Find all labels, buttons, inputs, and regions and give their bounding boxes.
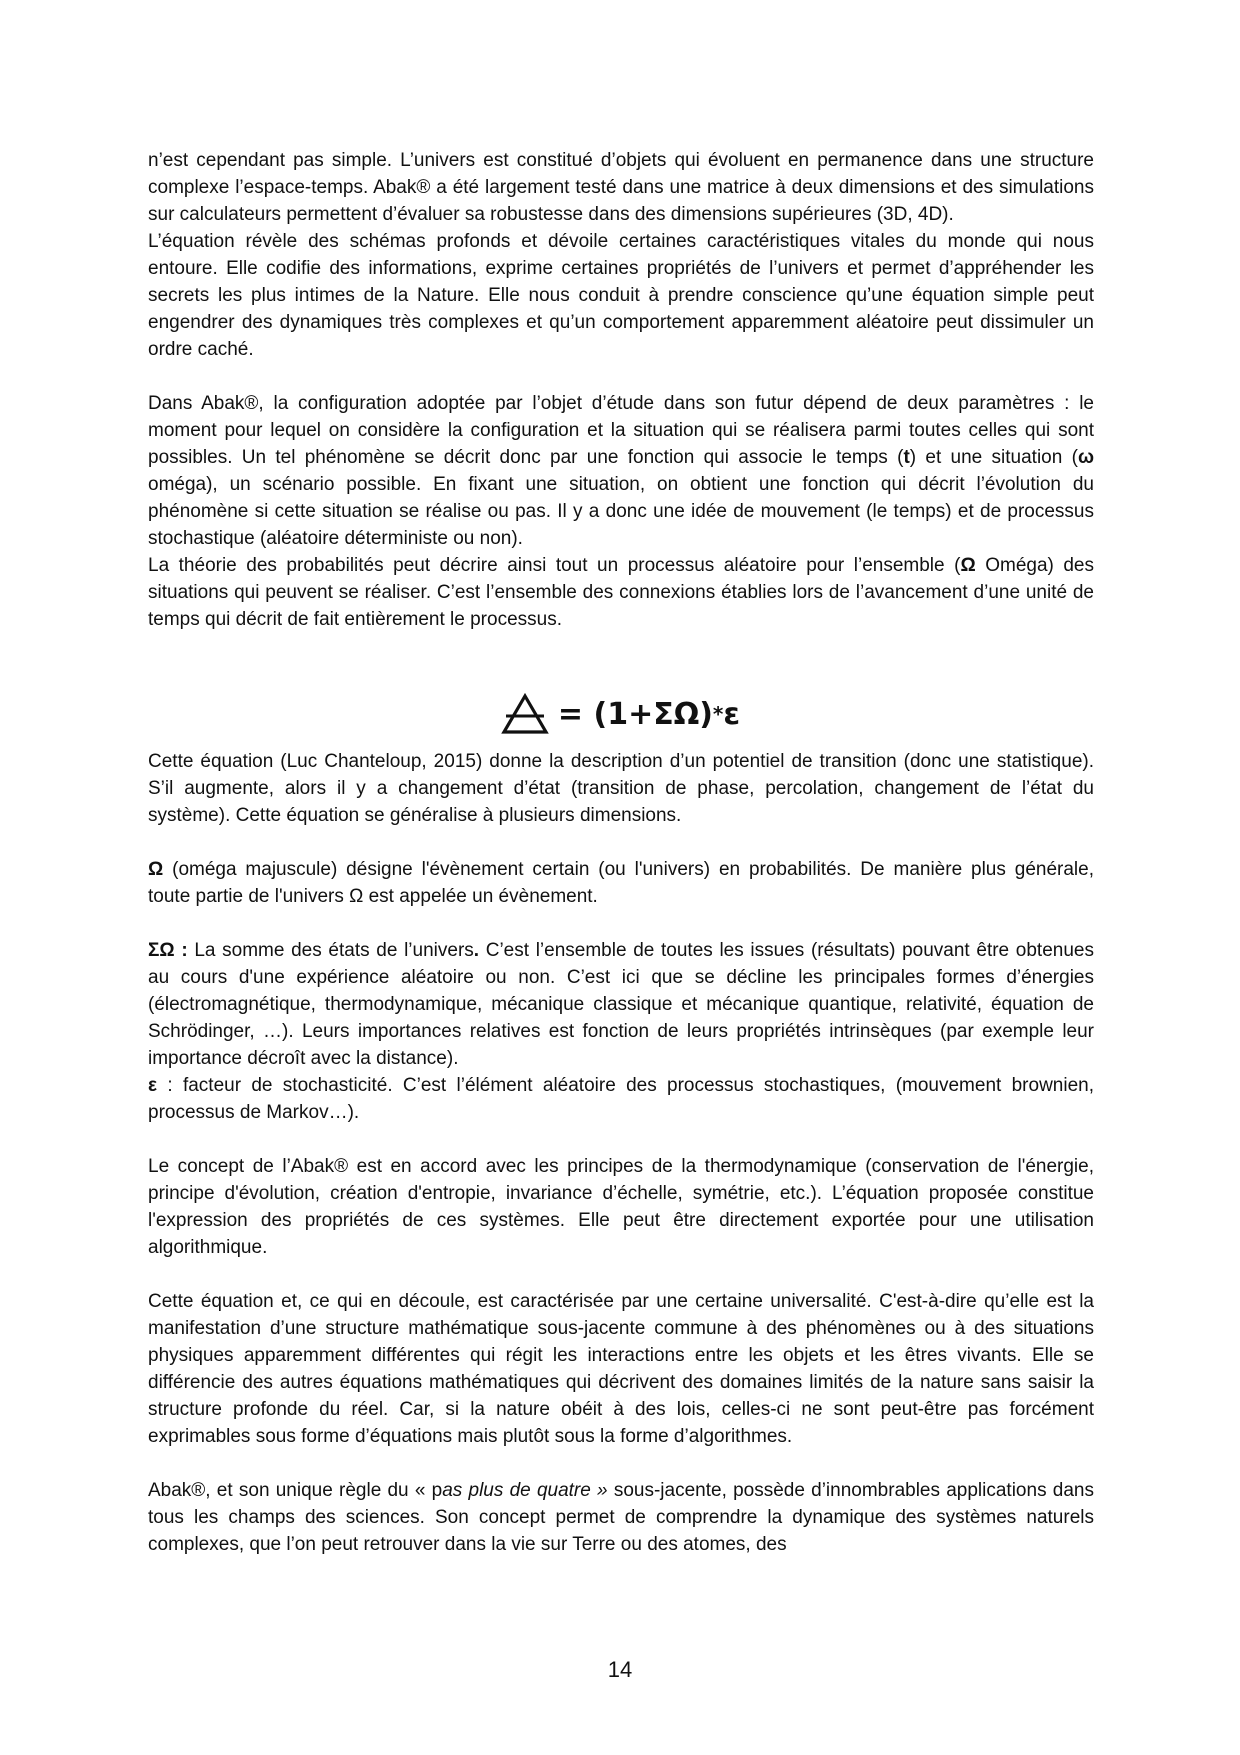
- paragraph-1: n’est cependant pas simple. L’univers est constitué d’objets qui évoluent en permanence dans une structure complexe l’espace-temps. Abak® a été largement testé dans une matrice à deux dimensions et des simulations sur calculateurs permettent d’évaluer sa robustesse dans des dimensions supérieures (3D, 4D).: [148, 150, 1094, 225]
- paragraph-7: ΣΩ : La somme des états de l’univers. C’est l’ensemble de toutes les issues (résultats) pouvant être obtenues au cours d'une expérience aléatoire ou non. C’est ici que se décline les principales formes d’énergies (électromagnétique, thermodynamique, mécanique classique et mécanique quantique, relativité, équation de Schrödinger, …). Leurs importances relatives est fonction de leurs propriétés intrinsèques (par exemple leur importance décroît avec la distance).: [148, 940, 1094, 1069]
- paragraph-4: La théorie des probabilités peut décrire ainsi tout un processus aléatoire pour l’ensemble (Ω Oméga) des situations qui peuvent se réaliser. C’est l’ensemble des connexions établies lors de l’avancement d’une unité de temps qui décrit de fait entièrement le processus.: [148, 555, 1095, 630]
- text-block-bottom: [148, 748, 1094, 1558]
- abak-equation: [0, 684, 1240, 744]
- epsilon-term: ε: [148, 1075, 158, 1096]
- paragraph-8: ε : facteur de stochasticité. C’est l’élément aléatoire des processus stochastiques, (mouvement brownien, processus de Markov…).: [148, 1075, 1094, 1123]
- paragraph-11: Abak®, et son unique règle du « pas plus de quatre » sous-jacente, possède d’innombrables applications dans tous les champs des sciences. Son concept permet de comprendre la dynamique des systèmes naturels complexes, que l’on peut retrouver dans la vie sur Terre ou des atomes, des: [148, 1480, 1094, 1555]
- triangle-with-bar-icon: [500, 692, 550, 736]
- equation-text: = (1+ΣΩ): [557, 696, 713, 732]
- multiply-symbol: *: [712, 702, 724, 726]
- omega-upper-symbol: Ω: [960, 555, 976, 576]
- paragraph-10: Cette équation et, ce qui en découle, est caractérisée par une certaine universalité. C'est-à-dire qu’elle est la manifestation d’une structure mathématique sous-jacente commune à des phénomènes ou à des situations physiques apparemment différentes qui régit les interactions entre les objets et les êtres vivants. Elle se différencie des autres équations mathématiques qui décrivent des domaines limités de la nature sans saisir la structure profonde du réel. Car, si la nature obéit à des lois, celles-ci ne sont peut-être pas forcément exprimables sous forme d’équations mais plutôt sous la forme d’algorithmes.: [148, 1291, 1094, 1447]
- paragraph-6: Ω (oméga majuscule) désigne l'évènement certain (ou l'univers) en probabilités. De manière plus générale, toute partie de l'univers Ω est appelée un évènement.: [148, 859, 1094, 907]
- text-block-top: [148, 147, 1094, 633]
- paragraph-2: L’équation révèle des schémas profonds et dévoile certaines caractéristiques vitales du monde qui nous entoure. Elle codifie des informations, exprime certaines propriétés de l’univers et permet d’appréhender les secrets les plus intimes de la Nature. Elle nous conduit à prendre conscience qu’une équation simple peut engendrer des dynamiques très complexes et qu’un comportement apparemment aléatoire peut dissimuler un ordre caché.: [148, 231, 1094, 360]
- sum-omega-term: ΣΩ :: [148, 940, 188, 961]
- epsilon-symbol: ε: [723, 696, 741, 732]
- rule-italic: as plus de quatre »: [442, 1480, 608, 1501]
- paragraph-9: Le concept de l’Abak® est en accord avec les principes de la thermodynamique (conservation de l'énergie, principe d'évolution, création d'entropie, invariance d’échelle, symétrie, etc.). L’équation proposée constitue l'expression des propriétés de ces systèmes. Elle peut être directement exportée pour une utilisation algorithmique.: [148, 1156, 1094, 1258]
- omega-term: Ω: [148, 859, 164, 880]
- paragraph-5: Cette équation (Luc Chanteloup, 2015) donne la description d’un potentiel de transition (donc une statistique). S’il augmente, alors il y a changement d’état (transition de phase, percolation, changement de l’état du système). Cette équation se généralise à plusieurs dimensions.: [148, 751, 1094, 826]
- time-symbol: t: [903, 447, 910, 468]
- paragraph-3: Dans Abak®, la configuration adoptée par l’objet d’étude dans son futur dépend de deux paramètres : le moment pour lequel on considère la configuration et la situation qui se réalisera parmi toutes celles qui sont possibles. Un tel phénomène se décrit donc par une fonction qui associe le temps (t) et une situation (ω oméga), un scénario possible. En fixant une situation, on obtient une fonction qui décrit l’évolution du phénomène si cette situation se réalise ou pas. Il y a donc une idée de mouvement (le temps) et de processus stochastique (aléatoire déterministe ou non).: [148, 393, 1094, 549]
- omega-lower-symbol: ω: [1077, 447, 1094, 468]
- page-number: 14: [607, 1657, 633, 1682]
